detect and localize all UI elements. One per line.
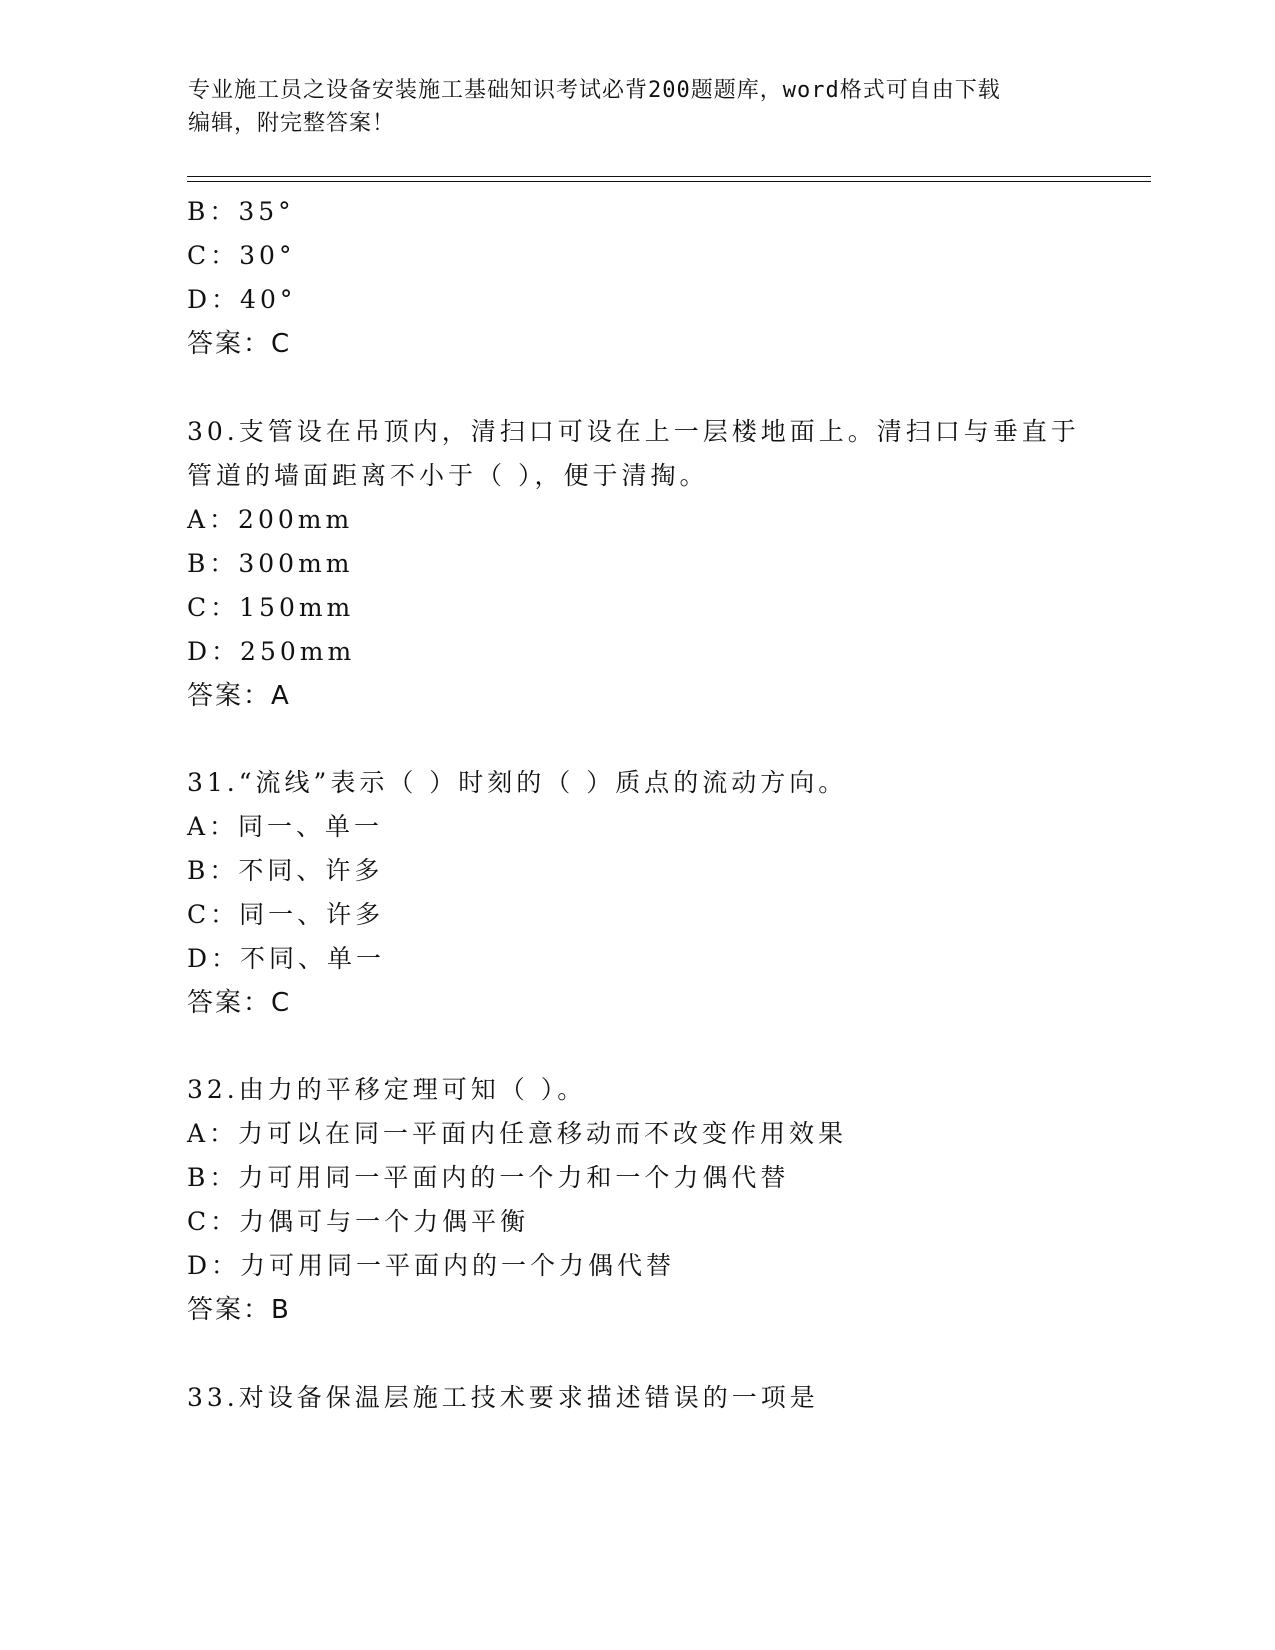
header-divider-top [187,176,1151,177]
q32-option-c: C：力偶可与一个力偶平衡 [187,1207,530,1236]
header-title-line-2: 编辑，附完整答案！ [188,111,396,136]
q31-option-a: A：同一、单一 [187,812,384,841]
q30-option-a: A：200mm [187,505,354,534]
q33-stem: 33.对设备保温层施工技术要求描述错误的一项是 [187,1383,819,1412]
q29-answer: 答案：C [187,329,292,359]
q30-option-b: B：300mm [187,549,354,578]
q31-answer: 答案：C [187,988,292,1018]
q30-option-d: D：250mm [187,637,356,666]
q32-option-d: D：力可用同一平面内的一个力偶代替 [187,1251,676,1280]
q29-option-b: B：35° [187,197,295,226]
q31-option-d: D：不同、单一 [187,944,386,973]
header-divider-bottom [187,181,1151,182]
q30-stem-line-1: 30.支管设在吊顶内，清扫口可设在上一层楼地面上。清扫口与垂直于 [187,417,1080,446]
q31-option-c: C：同一、许多 [187,900,385,929]
q32-stem: 32.由力的平移定理可知（ ）。 [187,1075,587,1104]
q29-option-d: D：40° [187,285,297,314]
q31-option-b: B：不同、许多 [187,856,384,885]
q32-option-a: A：力可以在同一平面内任意移动而不改变作用效果 [187,1119,848,1148]
header-title-line-1: 专业施工员之设备安装施工基础知识考试必背200题题库，word格式可自由下载 [188,78,1001,103]
document-header [188,74,1088,140]
q32-option-b: B：力可用同一平面内的一个力和一个力偶代替 [187,1163,790,1192]
q32-answer: 答案：B [187,1295,291,1325]
q30-stem-line-2: 管道的墙面距离不小于（ ），便于清掏。 [187,461,709,490]
q29-option-c: C：30° [187,241,296,270]
q30-option-c: C：150mm [187,593,355,622]
q31-stem: 31.“流线”表示（ ）时刻的（ ）质点的流动方向。 [187,768,848,797]
q30-answer: 答案：A [187,681,291,711]
